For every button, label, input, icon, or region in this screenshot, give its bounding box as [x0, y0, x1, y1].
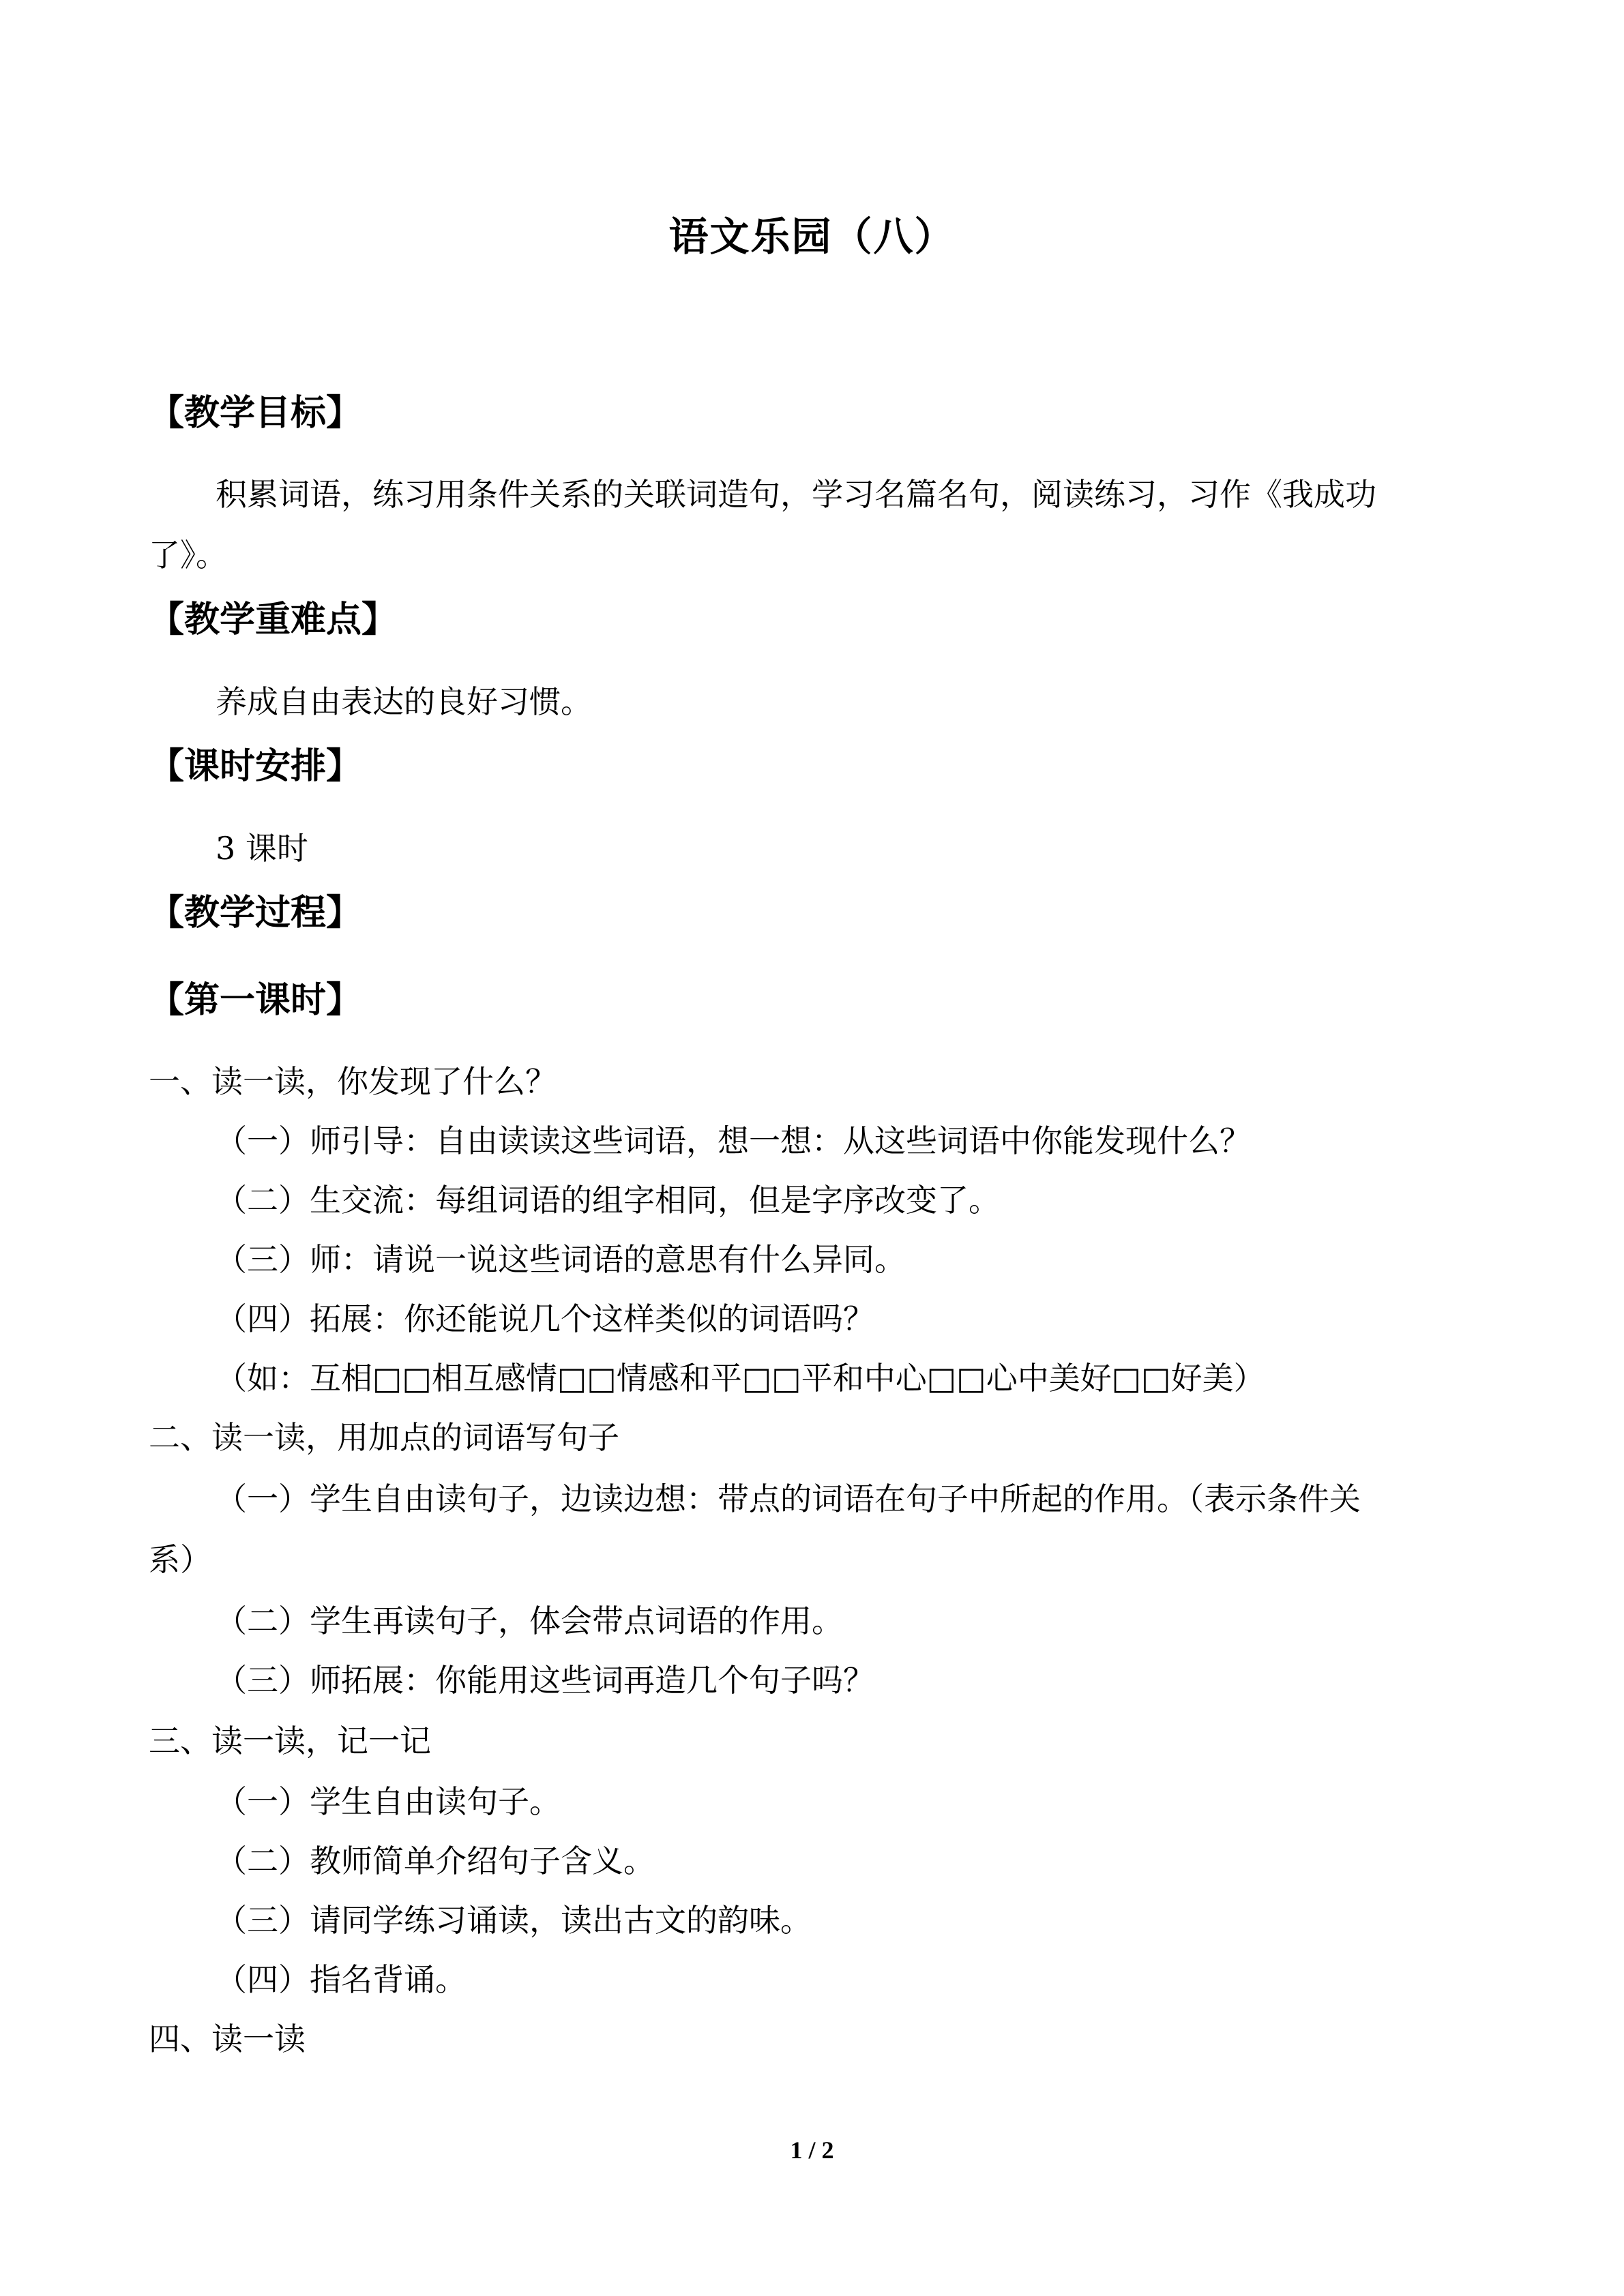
part-two-item: （二）学生再读句子，体会带点词语的作用。 — [216, 1602, 843, 1639]
page-title: 语文乐园（八） — [668, 213, 956, 260]
part-three-item: （二）教师简单介绍句子含义。 — [216, 1843, 655, 1879]
page-number: 1 / 2 — [790, 2136, 834, 2164]
part-four-title: 四、读一读 — [149, 2021, 306, 2057]
schedule-heading: 【课时安排】 — [149, 745, 362, 787]
lesson-one-heading: 【第一课时】 — [149, 979, 362, 1021]
part-one-title: 一、读一读，你发现了什么？ — [149, 1063, 557, 1100]
part-one-item: （四）拓展：你还能说几个这样类似的词语吗？ — [216, 1300, 874, 1337]
part-two-title: 二、读一读，用加点的词语写句子 — [149, 1419, 619, 1456]
part-three-title: 三、读一读，记一记 — [149, 1723, 431, 1759]
part-two-item-line2: 系） — [149, 1541, 211, 1578]
part-three-item: （四）指名背诵。 — [216, 1961, 467, 1998]
part-one-example: （如：互相□□相互感情□□情感和平□□平和中心□□心中美好□□好美） — [216, 1360, 1265, 1397]
key-points-text: 养成自由表达的良好习惯。 — [216, 683, 592, 720]
key-points-heading: 【教学重难点】 — [149, 599, 398, 640]
part-two-item: （三）师拓展：你能用这些词再造几个句子吗？ — [216, 1662, 874, 1699]
part-three-item: （一）学生自由读句子。 — [216, 1783, 561, 1820]
teaching-goals-text-line1: 积累词语，练习用条件关系的关联词造句，学习名篇名句，阅读练习，习作《我成功 — [216, 476, 1376, 513]
part-two-item-line1: （一）学生自由读句子，边读边想：带点的词语在句子中所起的作用。（表示条件关 — [216, 1480, 1361, 1517]
part-one-item: （一）师引导：自由读读这些词语，想一想：从这些词语中你能发现什么？ — [216, 1122, 1251, 1159]
teaching-goals-heading: 【教学目标】 — [149, 392, 362, 434]
part-three-item: （三）请同学练习诵读，读出古文的韵味。 — [216, 1902, 812, 1939]
teaching-goals-text-line2: 了》。 — [149, 537, 227, 573]
part-one-item: （三）师：请说一说这些词语的意思有什么异同。 — [216, 1241, 906, 1278]
teaching-process-heading: 【教学过程】 — [149, 892, 362, 934]
part-one-item: （二）生交流：每组词语的组字相同，但是字序改变了。 — [216, 1182, 1000, 1219]
schedule-text: 3 课时 — [216, 830, 308, 867]
